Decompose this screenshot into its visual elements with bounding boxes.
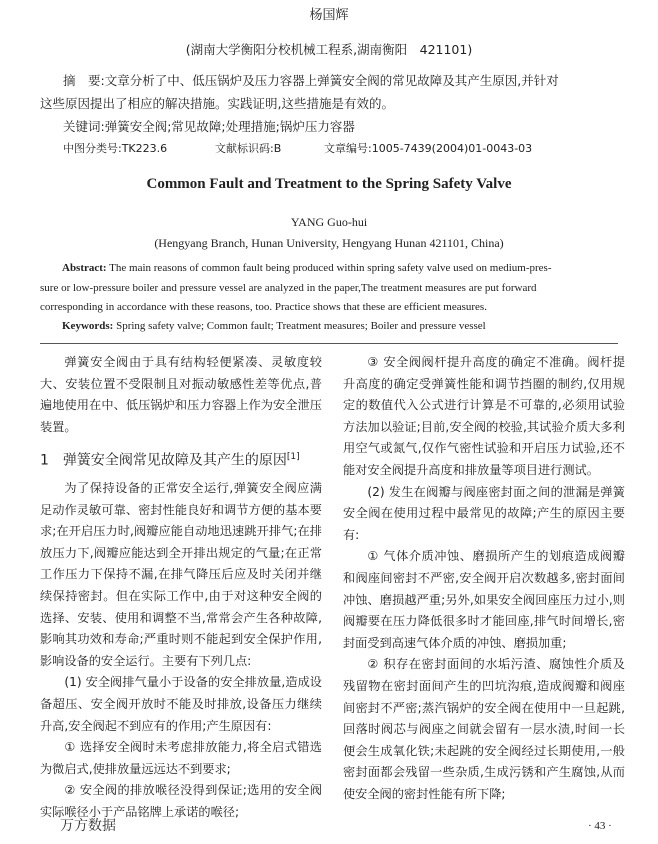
clc-number: 中图分类号:TK223.6	[63, 142, 168, 155]
abstract-cn-line2: 这些原因提出了相应的解决措施。实践证明,这些措施是有效的。	[40, 96, 394, 111]
doc-code: 文献标识码:B	[215, 142, 282, 155]
right-paragraph-4: ② 积存在密封面间的水垢污渣、腐蚀性介质及残留物在密封面间产生的凹坑沟痕,造成阀瓣和阀座间密封不严密;蒸汽锅炉的安全阀在使用中一旦起跳,回落时阀芯与阀座之间就会留有一层水渍,时间一长便会生成氧化铁;未起跳的安全阀经过长期使用,一般密封面都会残留一些杂质,生成污锈和产生腐蚀,从而使安全阀的密封性能有所下降;	[343, 657, 625, 801]
english-title: Common Fault and Treatment to the Spring Safety Valve	[146, 176, 512, 192]
right-paragraph-3: ① 气体介质冲蚀、磨损所产生的划痕造成阀瓣和阀座间密封不严密,安全阀开启次数越多,密封面间冲蚀、磨损越严重;另外,如果安全阀回座压力过小,则阀瓣要在压力降低很多时才能回座,排气时间增长,密封面受到高速气体介质的冲蚀、磨损加重;	[343, 549, 625, 650]
english-abstract-text1: The main reasons of common fault being produced within spring safety valve used on medium-pres-	[109, 262, 552, 274]
page-number: · 43 ·	[588, 820, 612, 832]
affiliation-cn: (湖南大学衡阳分校机械工程系,湖南衡阳 421101)	[185, 42, 473, 57]
keywords-cn-text: 弹簧安全阀;常见故障;处理措施;锅炉压力容器	[104, 119, 355, 134]
keywords-cn	[63, 117, 355, 135]
left-paragraph-1: 为了保持设备的正常安全运行,弹簧安全阀应满足动作灵敏可靠、密封性能良好和调节方便的基本要求;在开启压力时,阀瓣应能自动地迅速跳开排气;在排放压力下,阀瓣应能达到全开排出规定的气量;在正常工作压力下保持不漏,在排气降压后应及时关闭并继续保持密封。但在实际工作中,由于对这种安全阀的选择、安装、使用和调整不当,常常会产生各种故障,影响其功效和寿命;严重时则不能起到安全保护作用,影响设备的安全运行。主要有下列几点:	[40, 481, 322, 668]
right-paragraph-1: ③ 安全阀阀杆提升高度的确定不准确。阀杆提升高度的确定受弹簧性能和调节挡圈的制约,仅用规定的数值代入公式进行计算是不可靠的,必须用试验方法加以验证;目前,安全阀的校验,其试验介质大多利用空气或氮气,仅作气密性试验和开启压力试验,还不能对安全阀提升高度和排放量等项目进行测试。	[343, 355, 625, 477]
article-number: 文章编号:1005-7439(2004)01-0043-03	[324, 142, 533, 155]
abstract-cn-label: 摘 要:	[63, 73, 105, 88]
english-abstract-label: Abstract:	[62, 262, 107, 274]
english-keywords-label: Keywords:	[62, 320, 114, 332]
section-heading	[40, 446, 322, 472]
english-author: YANG Guo-hui	[290, 215, 368, 229]
section-title: 1 弹簧安全阀常见故障及其产生的原因	[40, 453, 287, 470]
keywords-cn-label: 关键词:	[63, 119, 105, 134]
left-paragraph-4: ② 安全阀的排放喉径没得到保证;选用的安全阀实际喉径小于产品铭牌上承诺的喉径;	[40, 783, 322, 819]
author-cn: 杨国辉	[309, 8, 349, 23]
english-keywords	[62, 320, 486, 332]
abstract-cn-line1	[63, 71, 559, 89]
english-abstract-line2: sure or low-pressure boiler and pressure vessel are analyzed in the paper,The treatment measures are put forward	[40, 282, 537, 294]
left-paragraph-2: (1) 安全阀排气量小于设备的安全排放量,造成设备超压、安全阀开放时不能及时排放,设备压力继续升高,安全阀起不到应有的作用;产生原因有:	[40, 675, 322, 733]
left-column	[40, 352, 322, 824]
english-affiliation: (Hengyang Branch, Hunan University, Hengyang Hunan 421101, China)	[154, 236, 504, 250]
intro-paragraph: 弹簧安全阀由于具有结构轻便紧凑、灵敏度较大、安装位置不受限制且对振动敏感性差等优点,普遍地使用在中、低压锅炉和压力容器上作为安全泄压装置。	[40, 355, 322, 434]
right-column	[343, 352, 625, 805]
english-abstract-line1	[62, 262, 552, 274]
english-keywords-text: Spring safety valve; Common fault; Treatment measures; Boiler and pressure vessel	[116, 320, 486, 332]
english-abstract-line3: corresponding in accordance with these reasons, too. Practice shows that these are efficient measures.	[40, 301, 487, 313]
right-paragraph-2: (2) 发生在阀瓣与阀座密封面之间的泄漏是弹簧安全阀在使用过程中最常见的故障;产生的原因主要有:	[343, 484, 625, 542]
abstract-cn-text1: 文章分析了中、低压锅炉及压力容器上弹簧安全阀的常见故障及其产生原因,并针对	[104, 73, 559, 88]
left-paragraph-3: ① 选择安全阀时未考虑排放能力,将全启式错选为微启式,使排放量远远达不到要求;	[40, 740, 322, 776]
section-ref: [1]	[286, 452, 300, 463]
separator-rule	[40, 343, 618, 344]
wanfang-watermark: 万方数据	[60, 818, 116, 834]
